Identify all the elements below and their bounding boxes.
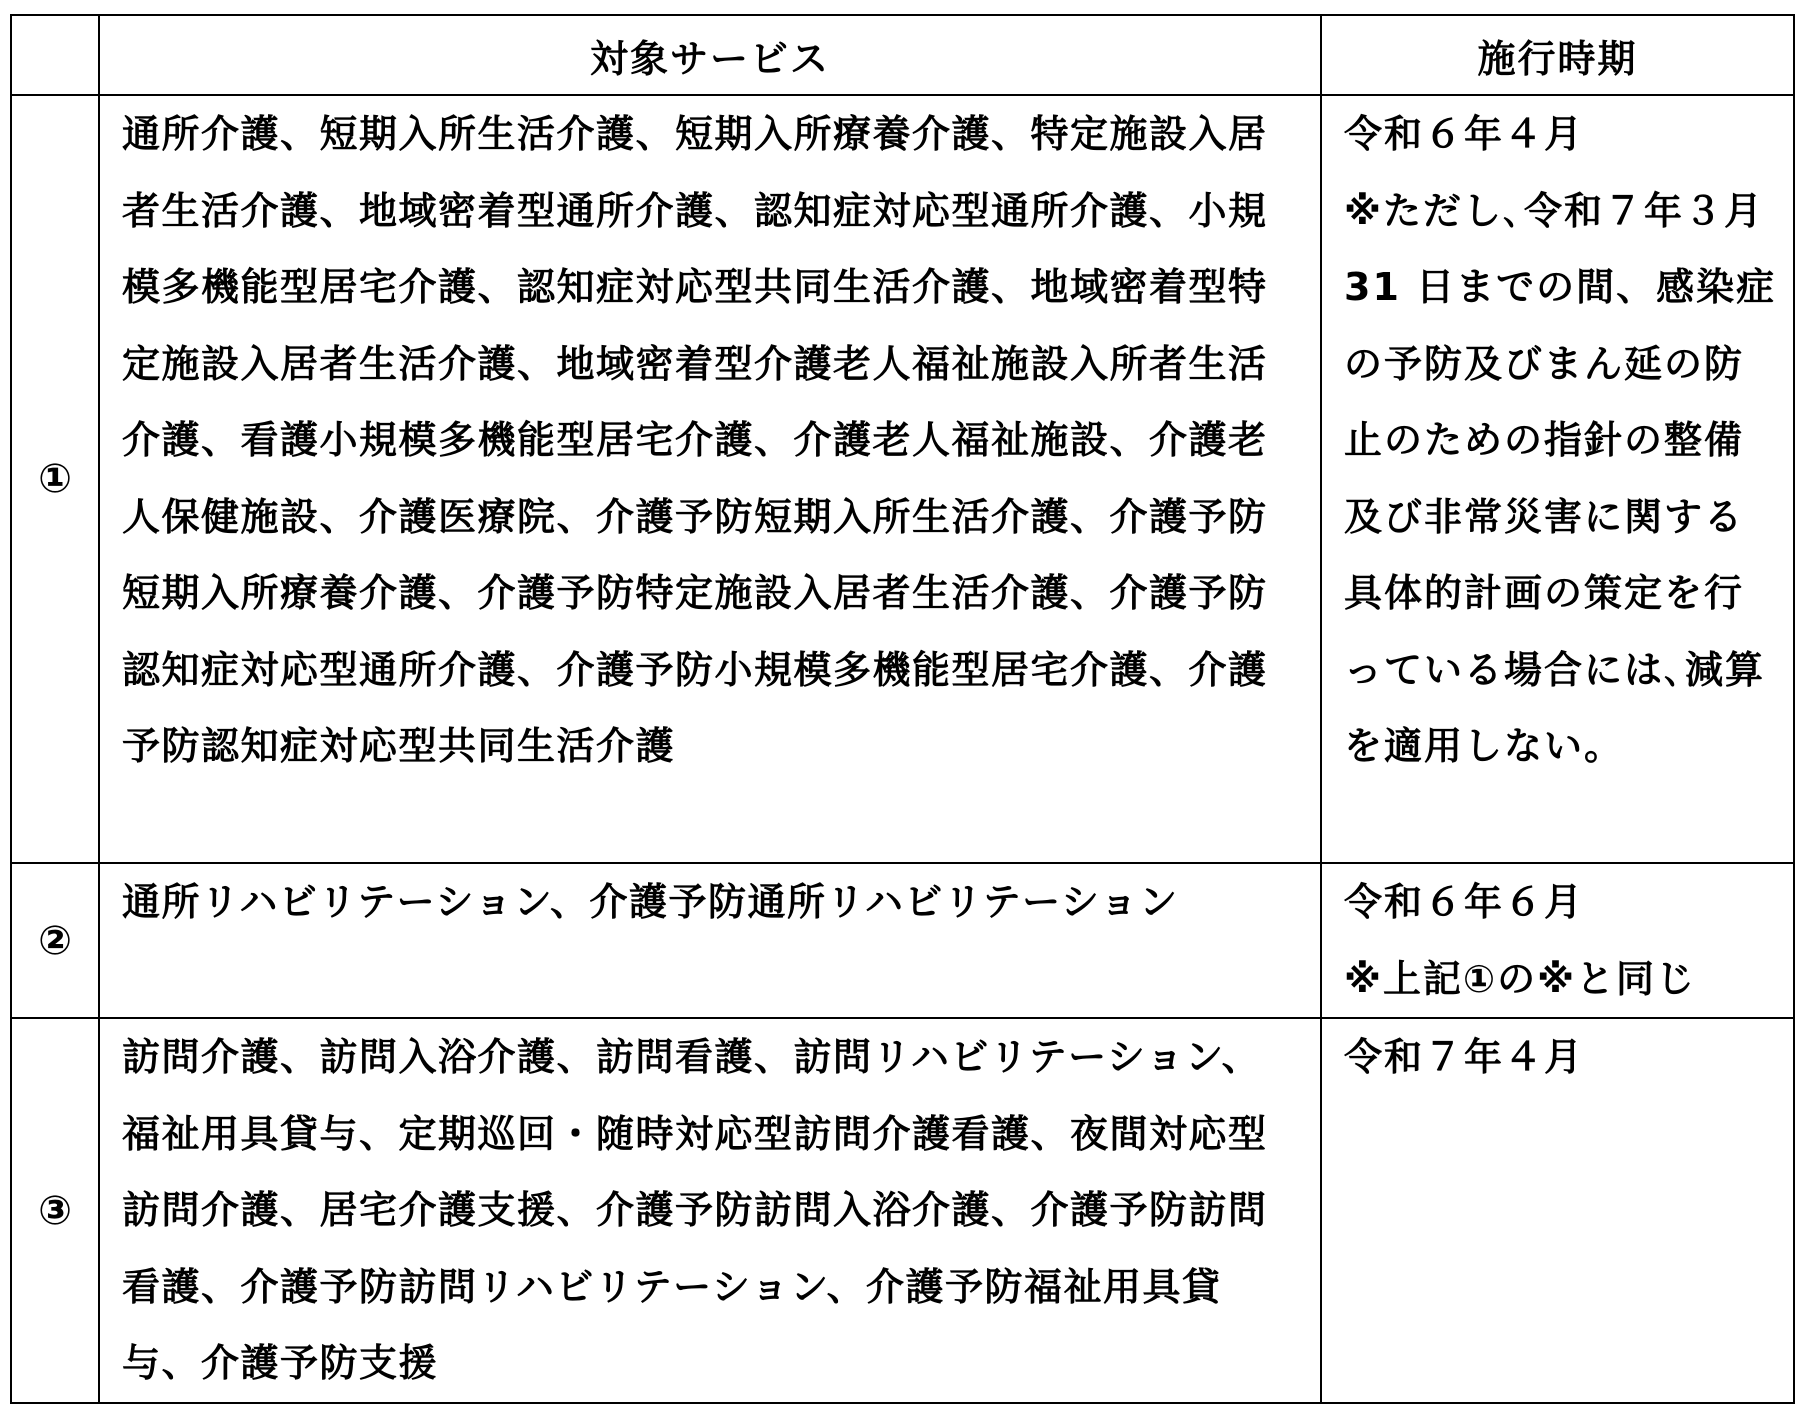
effective-date: 令和６年４月 xyxy=(1344,112,1585,156)
row-number: ③ xyxy=(11,1018,99,1403)
effective-date-cell xyxy=(1321,95,1794,863)
effective-date: 令和６年６月 xyxy=(1344,880,1585,924)
effective-date-note: ※ただし､令和７年３月 31 日までの間、感染症の予防及びまん延の防止のための指針の整備及び非常災害に関する具体的計画の策定を行っている場合には､減算を適用しない。 xyxy=(1344,188,1777,768)
table-header-row xyxy=(11,15,1794,95)
header-number-cell xyxy=(11,15,99,95)
effective-date-note: ※上記①の※と同じ xyxy=(1344,956,1697,1001)
row-number: ② xyxy=(11,863,99,1018)
service-list: 通所リハビリテーション、介護予防通所リハビリテーション xyxy=(99,863,1321,1018)
table-row xyxy=(11,1018,1794,1403)
table-row xyxy=(11,863,1794,1018)
effective-date-cell xyxy=(1321,863,1794,1018)
effective-date-cell xyxy=(1321,1018,1794,1403)
header-date-cell: 施行時期 xyxy=(1321,15,1794,95)
service-schedule-table xyxy=(10,14,1795,1404)
row-number: ① xyxy=(11,95,99,863)
service-list: 通所介護、短期入所生活介護、短期入所療養介護、特定施設入居者生活介護、地域密着型通所介護、認知症対応型通所介護、小規模多機能型居宅介護、認知症対応型共同生活介護、地域密着型特定施設入居者生活介護、地域密着型介護老人福祉施設入所者生活介護、看護小規模多機能型居宅介護、介護老人福祉施設、介護老人保健施設、介護医療院、介護予防短期入所生活介護、介護予防短期入所療養介護、介護予防特定施設入居者生活介護、介護予防認知症対応型通所介護、介護予防小規模多機能型居宅介護、介護予防認知症対応型共同生活介護 xyxy=(99,95,1321,863)
effective-date: 令和７年４月 xyxy=(1344,1035,1585,1079)
header-service-cell: 対象サービス xyxy=(99,15,1321,95)
service-list: 訪問介護、訪問入浴介護、訪問看護、訪問リハビリテーション、福祉用具貸与、定期巡回・随時対応型訪問介護看護、夜間対応型訪問介護、居宅介護支援、介護予防訪問入浴介護、介護予防訪問看護、介護予防訪問リハビリテーション、介護予防福祉用具貸与、介護予防支援 xyxy=(99,1018,1321,1403)
table-row xyxy=(11,95,1794,863)
